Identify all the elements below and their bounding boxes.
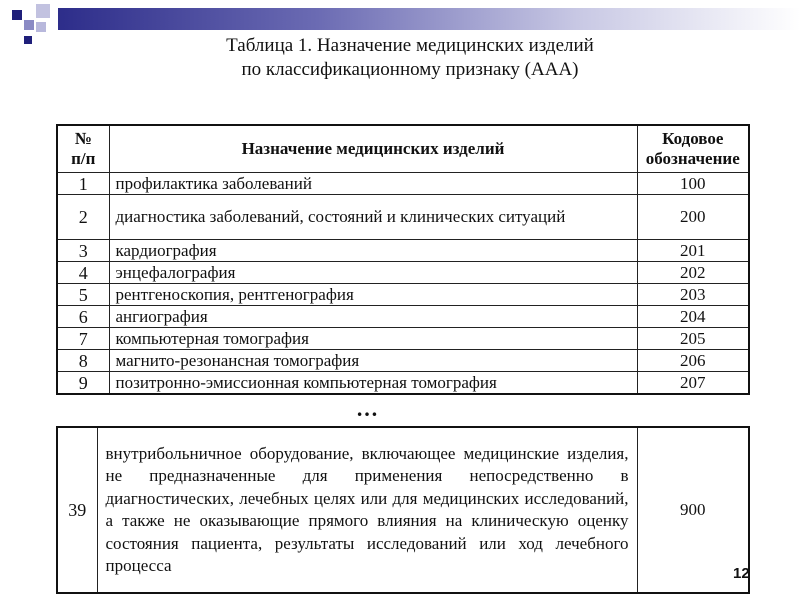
row-num: 2	[57, 195, 109, 240]
row-num: 4	[57, 262, 109, 284]
row-purpose: энцефалография	[109, 262, 637, 284]
table-row	[57, 328, 749, 350]
classification-table	[56, 124, 750, 395]
table-heading	[150, 34, 670, 82]
table-row	[57, 427, 749, 593]
row-num: 8	[57, 350, 109, 372]
table-row	[57, 195, 749, 240]
corner-square-dark-1	[12, 10, 22, 20]
heading-line-1: Таблица 1. Назначение медицинских изделий	[226, 35, 594, 56]
row-num: 6	[57, 306, 109, 328]
row-code: 206	[637, 350, 749, 372]
row-purpose: кардиография	[109, 240, 637, 262]
corner-square-dark-2	[24, 36, 32, 44]
page-number: 12	[733, 565, 750, 582]
row-purpose: рентгеноскопия, рентгенография	[109, 284, 637, 306]
row-code: 204	[637, 306, 749, 328]
table-row	[57, 262, 749, 284]
header-code-line-1: Кодовое	[662, 129, 724, 148]
row-purpose: внутрибольничное оборудование, включающее медицинские изделия, не предназначенные для применения непосредственно в диагностических, лечебных целях или для медицинских исследований, а также не оказывающие прямого влияния на клиническую оценку состояния пациента, результаты исследований или ход лечебного процесса	[97, 427, 637, 593]
row-code: 207	[637, 372, 749, 395]
omission-ellipsis: …	[356, 396, 380, 421]
heading-line-2: по классификационному признаку (ААА)	[241, 59, 579, 80]
header-code-line-2: обозначение	[645, 149, 740, 168]
header-code	[637, 125, 749, 173]
row-purpose: ангиография	[109, 306, 637, 328]
row-purpose: профилактика заболеваний	[109, 173, 637, 195]
row-num: 9	[57, 372, 109, 395]
row-purpose: диагностика заболеваний, состояний и клинических ситуаций	[109, 195, 637, 240]
header-num-line-1: №	[74, 129, 92, 148]
row-num: 1	[57, 173, 109, 195]
row-purpose: позитронно-эмиссионная компьютерная томография	[109, 372, 637, 395]
table-row	[57, 306, 749, 328]
table-row	[57, 350, 749, 372]
row-code: 202	[637, 262, 749, 284]
row-num: 5	[57, 284, 109, 306]
row-code: 100	[637, 173, 749, 195]
corner-square-light-2	[36, 4, 50, 18]
title-gradient-bar	[58, 8, 800, 30]
header-purpose: Назначение медицинских изделий	[109, 125, 637, 173]
header-num-line-2: п/п	[71, 149, 96, 168]
header-num	[57, 125, 109, 173]
corner-square-light-3	[36, 22, 46, 32]
classification-table-continued	[56, 426, 750, 594]
row-code: 201	[637, 240, 749, 262]
row-code: 205	[637, 328, 749, 350]
row-num: 39	[57, 427, 97, 593]
table-row	[57, 284, 749, 306]
table-row	[57, 372, 749, 395]
row-num: 3	[57, 240, 109, 262]
corner-square-light-1	[24, 20, 34, 30]
table-row	[57, 173, 749, 195]
row-purpose: магнито-резонансная томография	[109, 350, 637, 372]
table-header-row	[57, 125, 749, 173]
row-purpose: компьютерная томография	[109, 328, 637, 350]
row-code: 200	[637, 195, 749, 240]
row-code: 203	[637, 284, 749, 306]
row-code: 900	[637, 427, 749, 593]
table-row	[57, 240, 749, 262]
row-num: 7	[57, 328, 109, 350]
